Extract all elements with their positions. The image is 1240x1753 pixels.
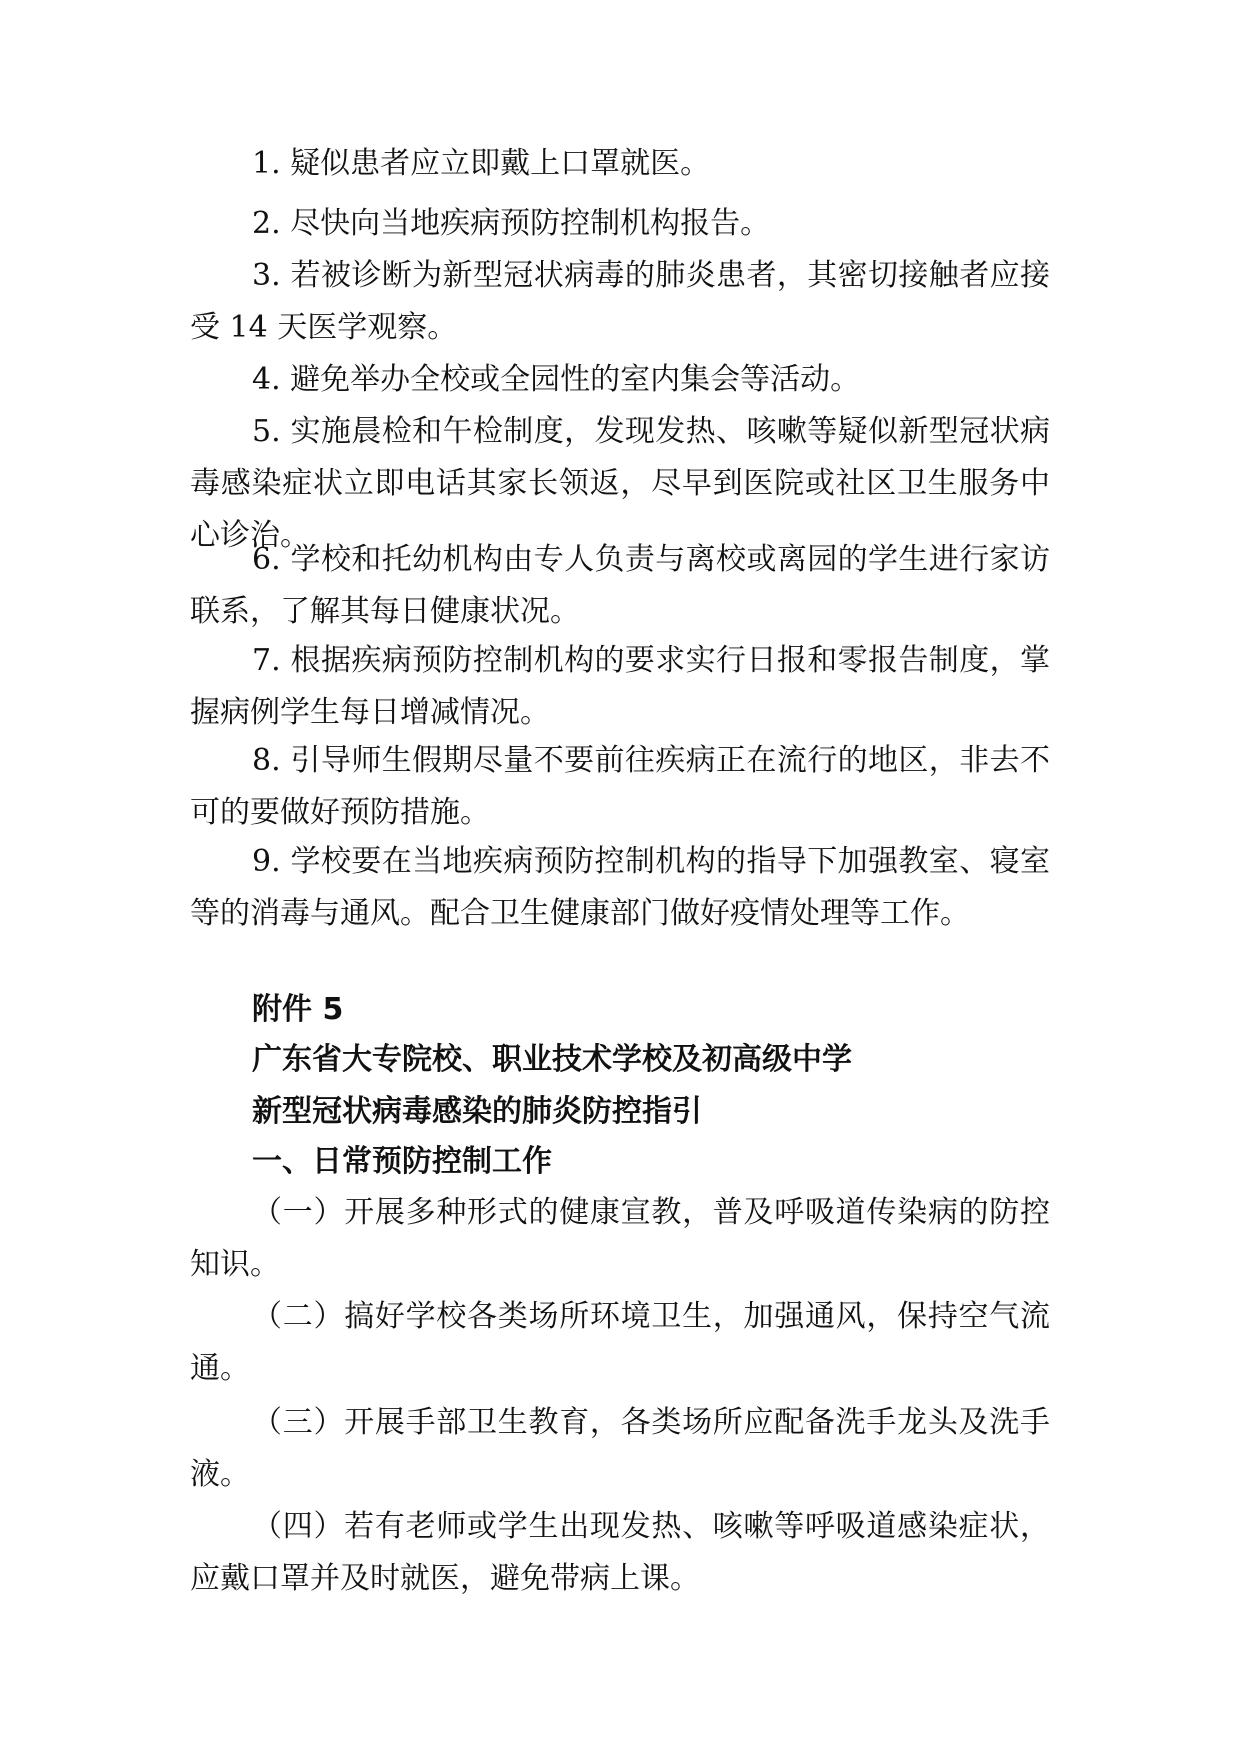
list-item-5: 5. 实施晨检和午检制度，发现发热、咳嗽等疑似新型冠状病毒感染症状立即电话其家长领返，尽早到医院或社区卫生服务中心诊治。 (190, 414, 1050, 553)
list-item-2: 2. 尽快向当地疾病预防控制机构报告。 (252, 206, 771, 241)
sub-item-2: （二）搞好学校各类场所环境卫生，加强通风，保持空气流通。 (190, 1299, 1050, 1386)
list-item-4: 4. 避免举办全校或全园性的室内集会等活动。 (252, 362, 861, 397)
section-heading: 一、日常预防控制工作 (252, 1144, 552, 1179)
list-item-7: 7. 根据疾病预防控制机构的要求实行日报和零报告制度，掌握病例学生每日增减情况。 (190, 643, 1050, 730)
attachment-title-line1: 广东省大专院校、职业技术学校及初高级中学 (252, 1042, 852, 1077)
sub-item-4: （四）若有老师或学生出现发热、咳嗽等呼吸道感染症状，应戴口罩并及时就医，避免带病上课。 (190, 1509, 1050, 1596)
list-item-9: 9. 学校要在当地疾病预防控制机构的指导下加强教室、寝室等的消毒与通风。配合卫生健康部门做好疫情处理等工作。 (190, 844, 1050, 931)
sub-item-1: （一）开展多种形式的健康宣教，普及呼吸道传染病的防控知识。 (190, 1195, 1050, 1282)
attachment-title-line2: 新型冠状病毒感染的肺炎防控指引 (252, 1094, 702, 1129)
list-item-8: 8. 引导师生假期尽量不要前往疾病正在流行的地区，非去不可的要做好预防措施。 (190, 743, 1050, 830)
list-item-1: 1. 疑似患者应立即戴上口罩就医。 (252, 146, 711, 181)
attachment-label: 附件 5 (252, 992, 344, 1027)
sub-item-3: （三）开展手部卫生教育，各类场所应配备洗手龙头及洗手液。 (190, 1405, 1050, 1492)
list-item-6: 6. 学校和托幼机构由专人负责与离校或离园的学生进行家访联系，了解其每日健康状况。 (190, 542, 1050, 629)
list-item-3: 3. 若被诊断为新型冠状病毒的肺炎患者，其密切接触者应接受 14 天医学观察。 (190, 258, 1050, 345)
